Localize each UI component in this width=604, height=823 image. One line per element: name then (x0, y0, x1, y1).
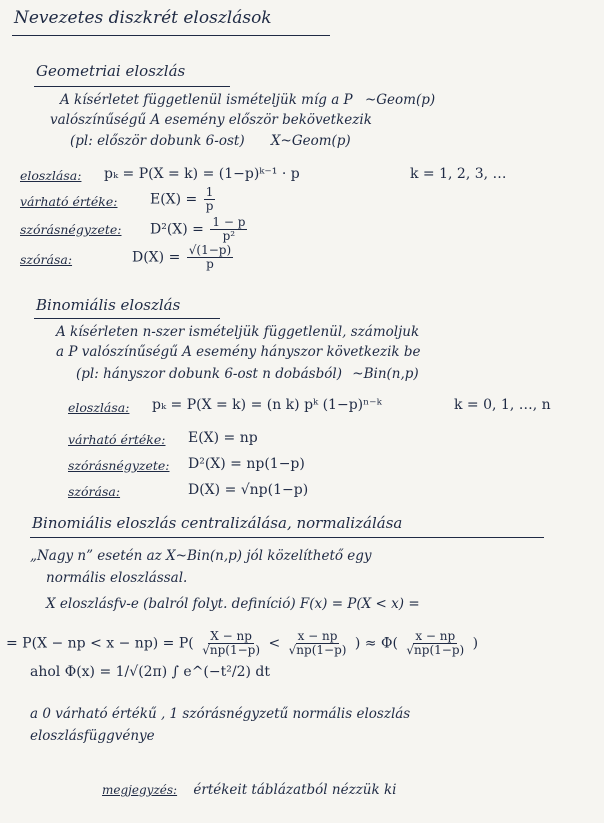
binom-heading-underline (34, 318, 220, 319)
geom-sd-den: p (206, 257, 214, 271)
geom-sd-label: szórása: (20, 252, 73, 267)
geom-exp-den: p (205, 199, 214, 213)
norm-frac3 (404, 630, 466, 657)
norm-frac1 (200, 630, 262, 657)
norm-frac1-den: √np(1−p) (202, 643, 260, 657)
norm-note-text: értékeit táblázatból nézzük ki (193, 782, 397, 798)
norm-desc2: normális eloszlással. (46, 570, 188, 586)
norm-frac1-num: X − np (210, 629, 252, 643)
norm-desc3: X eloszlásfv-e (balról folyt. definíció) F(x) = P(X < x) = (46, 596, 420, 612)
geom-exp-formula (150, 186, 217, 213)
geom-exp-label: várható értéke: (20, 194, 118, 209)
geom-sd-formula (132, 244, 235, 271)
binom-desc2: a P valószínűségű A esemény hányszor következik be (56, 344, 421, 360)
norm-frac2-num: x − np (297, 629, 338, 643)
binom-dist-formula: pₖ = P(X = k) = (n k) pᵏ (1−p)ⁿ⁻ᵏ (152, 397, 382, 413)
binom-heading: Binomiális eloszlás (36, 296, 181, 314)
binom-sd-formula: D(X) = √np(1−p) (188, 482, 309, 498)
norm-frac3-num: x − np (415, 629, 456, 643)
norm-desc4: = P(X − np < x − np) = P( (6, 635, 194, 652)
geom-sd-left: D(X) = (132, 249, 181, 266)
geom-sd-num: √(1−p) (188, 243, 232, 257)
geom-k-range: k = 1, 2, 3, … (410, 166, 507, 182)
geom-var-label: szórásnégyzete: (20, 222, 122, 237)
norm-heading: Binomiális eloszlás centralizálása, normalizálása (32, 514, 403, 532)
norm-desc1: „Nagy n” esetén az X~Bin(n,p) jól közelíthető egy (30, 548, 372, 564)
norm-close: ) (472, 635, 479, 652)
geom-desc2: valószínűségű A esemény először bekövetkezik (50, 112, 372, 128)
geom-var-num: 1 − p (212, 215, 246, 229)
geom-exp-num: 1 (205, 185, 214, 199)
geom-dist-formula: pₖ = P(X = k) = (1−p)ᵏ⁻¹ · p (104, 166, 300, 182)
binom-exp-label: várható értéke: (68, 432, 166, 447)
geom-heading-underline (34, 86, 230, 87)
geom-exp-fraction (204, 186, 216, 213)
geom-sd-fraction (187, 244, 233, 271)
binom-var-label: szórásnégyzete: (68, 458, 170, 473)
norm-frac2-den: √np(1−p) (288, 643, 347, 657)
geom-desc3: (pl: először dobunk 6-ost) (70, 133, 245, 149)
norm-heading-underline (30, 537, 544, 538)
geom-var-formula (150, 216, 249, 243)
binom-var-formula: D²(X) = np(1−p) (188, 456, 305, 472)
norm-note-label: megjegyzés: (102, 783, 178, 797)
norm-frac3-den: √np(1−p) (406, 643, 465, 657)
norm-lt: < (268, 635, 281, 652)
geom-var-left: D²(X) = (150, 221, 204, 238)
page-title: Nevezetes diszkrét eloszlások (14, 8, 272, 28)
title-underline (12, 35, 330, 36)
binom-sd-label: szórása: (68, 484, 121, 499)
geom-heading: Geometriai eloszlás (36, 62, 186, 80)
norm-desc5: ahol Φ(x) = 1/√(2π) ∫ e^(−t²/2) dt (30, 664, 270, 680)
binom-desc1: A kísérleten n-szer ismételjük függetlenül, számoljuk (56, 324, 420, 340)
geom-var-den: p² (222, 229, 236, 243)
norm-approx: ) ≈ Φ( (354, 635, 398, 652)
binom-k-range: k = 0, 1, …, n (454, 397, 551, 413)
binom-desc3b: ~Bin(n,p) (352, 366, 419, 382)
geom-exp-left: E(X) = (150, 191, 198, 208)
norm-desc7: eloszlásfüggvénye (30, 728, 155, 744)
geom-desc-line3 (70, 133, 351, 149)
geom-desc3b: X~Geom(p) (270, 133, 351, 149)
binom-desc-line3 (76, 366, 419, 382)
binom-dist-label: eloszlása: (68, 400, 130, 415)
binom-desc3: (pl: hányszor dobunk 6-ost n dobásból) (76, 366, 342, 382)
geom-desc1: A kísérletet függetlenül ismételjük míg a P (60, 92, 353, 108)
binom-exp-formula: E(X) = np (188, 430, 258, 446)
norm-desc4-line (6, 630, 478, 657)
norm-desc6: a 0 várható értékű , 1 szórásnégyzetű normális eloszlás (30, 706, 411, 722)
norm-note-line (102, 782, 396, 798)
geom-desc1b: ~Geom(p) (364, 92, 436, 108)
geom-var-fraction (210, 216, 247, 243)
norm-frac2 (287, 630, 349, 657)
geom-dist-label: eloszlása: (20, 168, 82, 183)
geom-desc-line1 (60, 92, 435, 108)
